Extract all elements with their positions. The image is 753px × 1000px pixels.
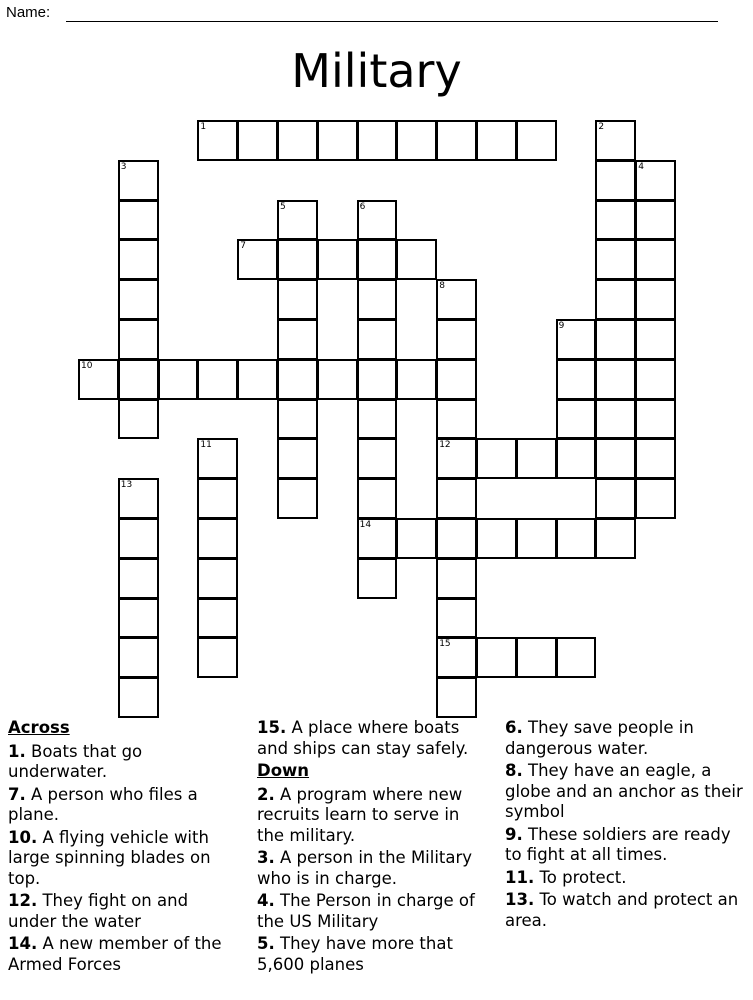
clue-number: 1 [200,122,207,132]
grid-cell[interactable] [635,319,676,360]
clue-down-3: 3. A person in the Military who is in charge. [257,848,473,888]
grid-cell[interactable] [197,637,238,678]
grid-cell[interactable] [357,120,398,161]
grid-cell[interactable] [197,438,238,479]
grid-cell[interactable] [118,279,159,320]
grid-cell[interactable] [277,319,318,360]
clue-across-14: 14. A new member of the Armed Forces [8,934,222,974]
grid-cell[interactable] [436,598,477,639]
grid-cell[interactable] [556,637,597,678]
grid-cell[interactable] [635,359,676,400]
grid-cell[interactable] [396,239,437,280]
clue-across-7: 7. A person who files a plane. [8,784,198,824]
grid-cell[interactable] [476,637,517,678]
clue-number: 11 [200,440,212,451]
grid-cell[interactable] [595,399,636,440]
grid-cell[interactable] [197,598,238,639]
clue-number: 8 [439,281,445,292]
grid-cell[interactable] [635,279,676,320]
grid-cell[interactable] [317,120,358,161]
grid-cell[interactable] [635,239,676,280]
clue-down-5: 5. They have more that 5,600 planes [257,934,453,974]
grid-cell[interactable] [436,518,477,559]
across-heading: Across [8,718,70,737]
grid-cell[interactable] [436,279,477,320]
grid-cell[interactable] [357,239,398,280]
grid-cell[interactable] [277,478,318,519]
grid-cell[interactable] [635,200,676,241]
clue-down-13: 13. To watch and protect an area. [505,890,739,930]
grid-cell[interactable] [118,598,159,639]
grid-cell[interactable] [556,518,597,559]
grid-cell[interactable] [436,637,477,678]
grid-cell[interactable] [516,120,557,161]
grid-cell[interactable] [595,120,636,161]
grid-cell[interactable] [595,438,636,479]
grid-cell[interactable] [635,438,676,479]
clue-number: 6 [359,201,366,212]
grid-cell[interactable] [118,558,159,599]
grid-cell[interactable] [118,637,159,678]
grid-cell[interactable] [317,359,358,400]
grid-cell[interactable] [635,160,676,201]
grid-cell[interactable] [595,239,636,280]
clue-across-10: 10. A flying vehicle with large spinning blades on top. [8,827,211,888]
grid-cell[interactable] [357,200,398,241]
clue-down-6: 6. They save people in dangerous water. [505,718,694,758]
grid-cell[interactable] [197,478,238,519]
clue-down-9: 9. These soldiers are ready to fight at all times. [505,824,731,864]
clue-across-12: 12. They fight on and under the water [8,891,189,931]
grid-cell[interactable] [595,359,636,400]
grid-cell[interactable] [476,120,517,161]
grid-cell[interactable] [516,518,557,559]
grid-cell[interactable] [277,120,318,161]
grid-cell[interactable] [556,399,597,440]
clue-number: 14 [359,520,372,530]
grid-cell[interactable] [277,438,318,479]
grid-cell[interactable] [357,478,398,519]
clue-column-3 [505,718,745,933]
grid-cell[interactable] [595,478,636,519]
grid-cell[interactable] [396,120,437,161]
grid-cell[interactable] [595,160,636,201]
grid-cell[interactable] [436,478,477,519]
grid-cell[interactable] [197,558,238,599]
clue-across-15: 15. A place where boats and ships can stay safely. [257,718,469,758]
clue-down-2: 2. A program where new recruits learn to serve in the military. [257,784,463,845]
grid-cell[interactable] [78,359,119,400]
grid-cell[interactable] [118,359,159,400]
grid-cell[interactable] [635,399,676,440]
clue-number: 15 [439,639,451,650]
grid-cell[interactable] [476,518,517,559]
grid-cell[interactable] [277,399,318,440]
grid-cell[interactable] [237,359,278,400]
clue-number: 7 [240,241,246,252]
grid-cell[interactable] [595,200,636,241]
grid-cell[interactable] [516,438,557,479]
page-title: Military [291,44,462,98]
clue-number: 13 [120,480,133,491]
grid-cell[interactable] [277,279,318,320]
grid-cell[interactable] [277,200,318,241]
clue-number: 10 [81,360,93,371]
clue-number: 12 [439,440,451,451]
clue-across-1: 1. Boats that go underwater. [8,741,143,781]
down-heading: Down [257,761,310,780]
grid-cell[interactable] [197,518,238,559]
clue-number: 3 [120,161,127,172]
grid-cell[interactable] [118,478,159,519]
clue-down-11: 11. To protect. [505,867,627,887]
clue-number: 4 [638,161,644,172]
grid-cell[interactable] [595,279,636,320]
grid-cell[interactable] [595,518,636,559]
grid-cell[interactable] [436,558,477,599]
grid-cell[interactable] [436,359,477,400]
grid-cell[interactable] [396,359,437,400]
grid-cell[interactable] [556,359,597,400]
grid-cell[interactable] [436,399,477,440]
grid-cell[interactable] [237,239,278,280]
grid-cell[interactable] [118,160,159,201]
clue-column-2 [257,718,489,977]
grid-cell[interactable] [357,279,398,320]
grid-cell[interactable] [197,359,238,400]
grid-cell[interactable] [357,558,398,599]
grid-cell[interactable] [556,319,597,360]
name-label: Name: [6,4,51,21]
grid-cell[interactable] [118,518,159,559]
grid-cell[interactable] [118,319,159,360]
grid-cell[interactable] [237,120,278,161]
grid-cell[interactable] [516,637,557,678]
grid-cell[interactable] [436,120,477,161]
grid-cell[interactable] [357,359,398,400]
grid-cell[interactable] [118,200,159,241]
grid-cell[interactable] [556,438,597,479]
grid-cell[interactable] [595,319,636,360]
clue-number: 2 [598,122,605,132]
grid-cell[interactable] [476,438,517,479]
clue-number: 9 [558,321,565,331]
grid-cell[interactable] [357,399,398,440]
grid-cell[interactable] [277,359,318,400]
clue-down-4: 4. The Person in charge of the US Military [257,891,475,931]
grid-cell[interactable] [357,438,398,479]
grid-cell[interactable] [436,677,477,718]
grid-cell[interactable] [396,518,437,559]
grid-cell[interactable] [197,120,238,161]
grid-cell[interactable] [158,359,199,400]
grid-cell[interactable] [317,239,358,280]
grid-cell[interactable] [118,677,159,718]
grid-cell[interactable] [436,319,477,360]
grid-cell[interactable] [357,319,398,360]
grid-cell[interactable] [277,239,318,280]
grid-cell[interactable] [635,478,676,519]
grid-cell[interactable] [118,399,159,440]
clue-down-8: 8. They have an eagle, a globe and an anchor as their symbol [505,761,743,821]
grid-cell[interactable] [118,239,159,280]
clue-number: 5 [280,201,286,212]
grid-cell[interactable] [357,518,398,559]
grid-cell[interactable] [436,438,477,479]
clue-column-1 [8,718,240,977]
